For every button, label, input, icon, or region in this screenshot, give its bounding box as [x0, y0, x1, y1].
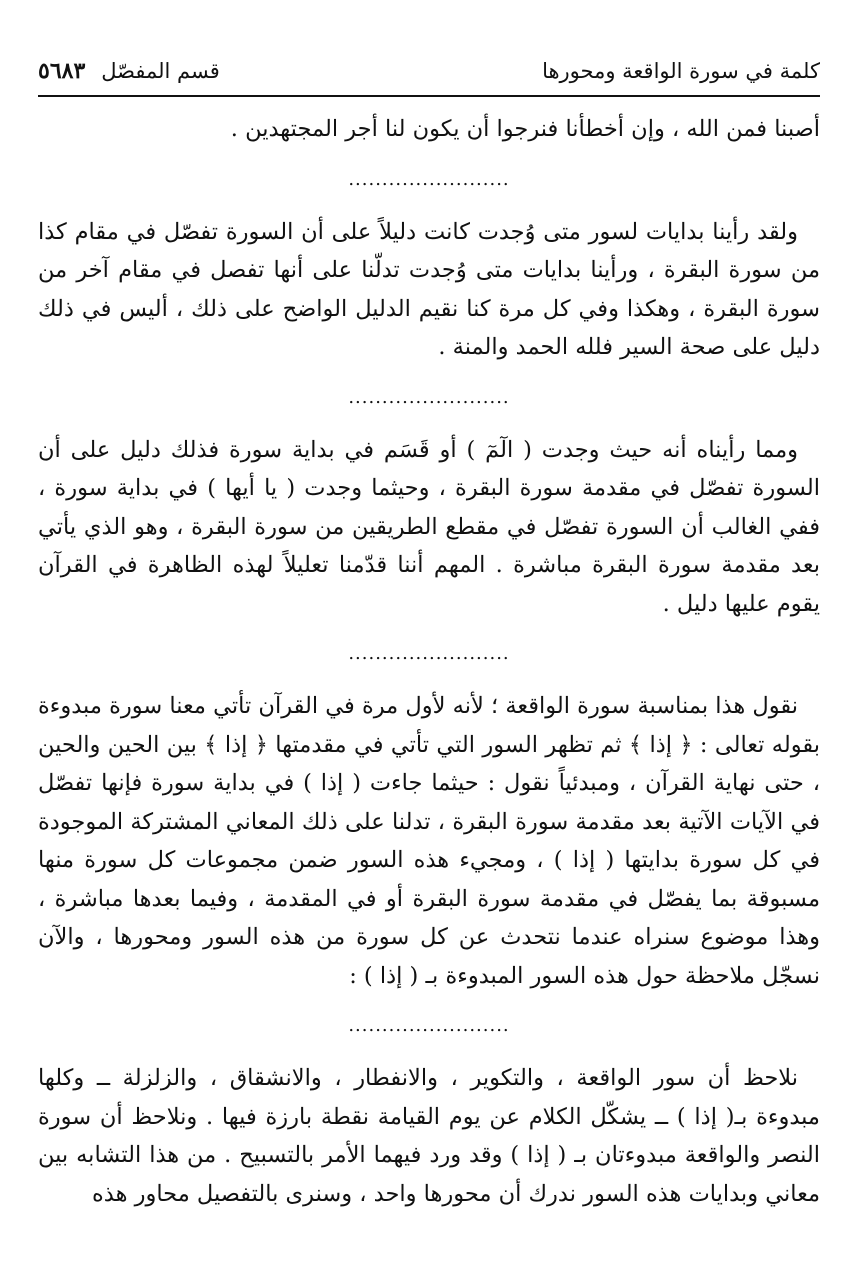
paragraph-5: نلاحظ أن سور الواقعة ، والتكوير ، والانفطار ، والانشقاق ، والزلزلة ــ وكلها مبدوءة بـ( إذا ) ــ يشكّل الكلام عن يوم القيامة نقطة بارزة فيها . ونلاحظ أن سورة النصر والواقعة مبدوءتان بـ ( إذا ) وقد ورد فيهما الأمر بالتسبيح . من هذا التشابه بين معاني وبدايات هذه السور ندرك أن محورها واحد ، وسنرى بالتفصيل محاور هذه	[38, 1065, 820, 1207]
page-body	[38, 110, 820, 1213]
section-separator: ........................	[348, 168, 510, 190]
book-page	[38, 0, 820, 1272]
section-separator: ........................	[348, 386, 510, 408]
paragraph-4: نقول هذا بمناسبة سورة الواقعة ؛ لأنه لأول مرة في القرآن تأتي معنا سورة مبدوءة بقوله تعالى : ﴿ إذا ﴾ ثم تظهر السور التي تأتي في مقدمتها ﴿ إذا ﴾ بين الحين والحين ، حتى نهاية القرآن ، ومبدئياً نقول : حيثما جاءت ( إذا ) في بداية سورة فإنها تفصّل في الآيات الآتية بعد مقدمة سورة البقرة ، تدلنا على ذلك المعاني المشتركة الموجودة في كل سورة بدايتها ( إذا ) ، ومجيء هذه السور ضمن مجموعات كل سورة منها مسبوقة بما يفصّل في مقدمة سورة البقرة أو في المقدمة ، وفيما بعدها مباشرة ، وهذا موضوع سنراه عندما نتحدث عن كل سورة من هذه السور ومحورها ، والآن نسجّل ملاحظة حول هذه السور المبدوءة بـ ( إذا ) :	[38, 693, 820, 989]
header-rule	[38, 95, 820, 97]
page-number: ٥٦٨٣	[38, 58, 86, 84]
page-header	[38, 52, 820, 90]
paragraph-3: ومما رأيناه أنه حيث وجدت ( الٓمٓ ) أو قَسَم في بداية سورة فذلك دليل على أن السورة تفصّل في مقدمة سورة البقرة ، وحيثما وجدت ( يا أيها ) في بداية سورة ، ففي الغالب أن السورة تفصّل في مقطع الطريقين من سورة البقرة ، وهو الذي يأتي بعد مقدمة سورة البقرة مباشرة . المهم أننا قدّمنا تعليلاً لهذه الظاهرة في القرآن يقوم عليها دليل .	[38, 436, 820, 617]
running-title: كلمة في سورة الواقعة ومحورها	[542, 59, 820, 83]
section-title: قسم المفصّل	[101, 59, 220, 83]
paragraph-1: أصبنا فمن الله ، وإن أخطأنا فنرجوا أن يكون لنا أجر المجتهدين .	[230, 116, 820, 142]
section-separator: ........................	[348, 1015, 510, 1036]
header-left-group	[38, 58, 220, 84]
paragraph-2: ولقد رأينا بدايات لسور متى وُجدت كانت دليلاً على أن السورة تفصّل في مقام كذا من سورة البقرة ، ورأينا بدايات متى وُجدت تدلّنا على أنها تفصل في مقام آخر من سورة البقرة ، وهكذا وفي كل مرة كنا نقيم الدليل الواضح على ذلك ، أليس في ذلك دليل على صحة السير فلله الحمد والمنة .	[38, 218, 820, 360]
section-separator: ........................	[348, 643, 510, 664]
